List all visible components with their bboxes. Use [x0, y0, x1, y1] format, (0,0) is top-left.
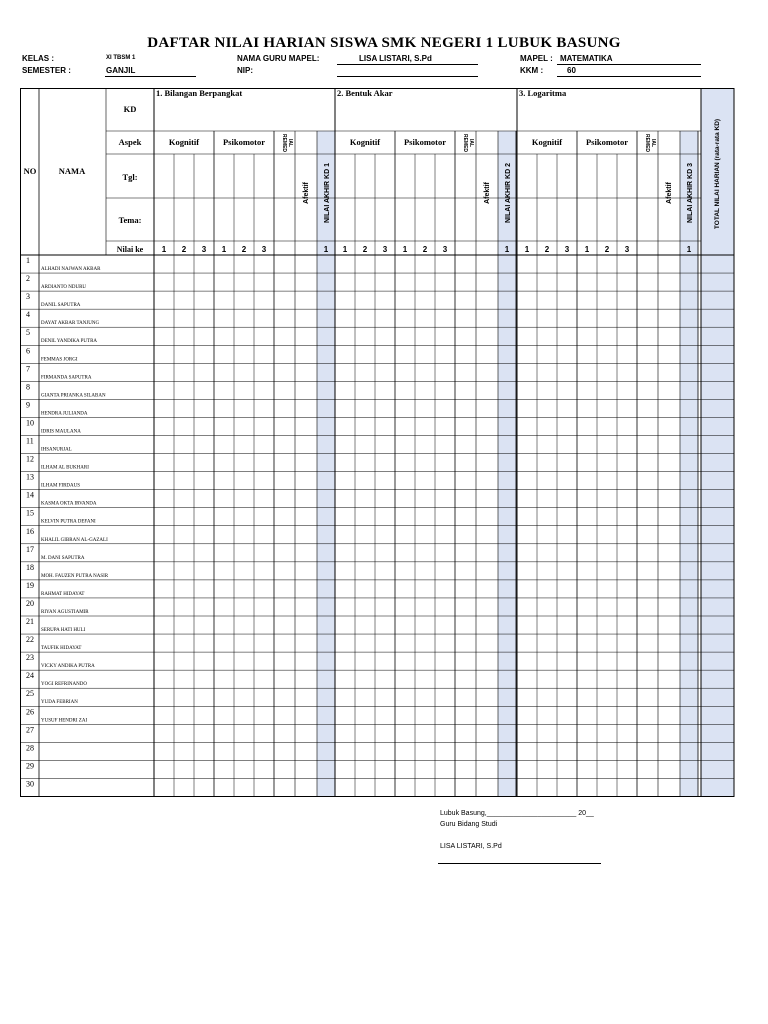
psikomotor-label: Psikomotor	[585, 137, 629, 147]
total-label: TOTAL NILAI HARIAN (rata-rata KD)	[714, 118, 721, 230]
nilai-ke-number: 1	[161, 245, 167, 254]
row-number: 18	[26, 562, 34, 572]
semester-value: GANJIL	[106, 66, 136, 75]
guru-label: NAMA GURU MAPEL:	[237, 54, 320, 63]
row-number: 13	[26, 472, 34, 482]
nilai-ke-number: 1	[504, 245, 510, 254]
semester-label: SEMESTER :	[22, 66, 71, 75]
mapel-value: MATEMATIKA	[560, 54, 613, 63]
remedial-label: REMED	[644, 133, 650, 153]
student-name: IDRIS MAULANA	[41, 429, 81, 435]
nilai-ke-number: 1	[686, 245, 692, 254]
row-number: 7	[26, 364, 30, 374]
kkm-field	[557, 65, 701, 77]
student-name: MOH. FAUZEN PUTRA NASIR	[41, 573, 109, 579]
kkm-value: 60	[567, 66, 576, 75]
nilai-ke-label: Nilai ke	[116, 245, 144, 254]
nilai-ke-number: 2	[422, 245, 428, 254]
student-name: FIRMANDA SAPUTRA	[41, 375, 92, 381]
row-number: 25	[26, 689, 34, 699]
student-name: IHSANURJAL	[41, 447, 72, 453]
grade-table-grid	[20, 88, 736, 800]
nilai-ke-number: 3	[382, 245, 388, 254]
row-number: 17	[26, 544, 34, 554]
row-number: 22	[26, 635, 34, 645]
remedial-label: REMED	[462, 133, 468, 153]
kelas-label: KELAS :	[22, 54, 54, 63]
row-number: 28	[26, 743, 34, 753]
row-number: 6	[26, 346, 30, 356]
student-name: ARDIANTO NDURU	[41, 285, 87, 291]
nilai-akhir-label: NILAI AKHIR KD 1	[324, 162, 331, 224]
nilai-ke-number: 2	[362, 245, 368, 254]
nilai-ke-number: 3	[564, 245, 570, 254]
kd-label: KD	[123, 104, 137, 114]
row-number: 10	[26, 418, 34, 428]
student-name: KHALIL GIBRAN AL-GAZALI	[41, 537, 108, 543]
student-name: M. DANI SAPUTRA	[41, 555, 85, 561]
row-number: 21	[26, 617, 34, 626]
kognitif-label: Kognitif	[349, 137, 381, 147]
afektif-label: Afektif	[666, 182, 673, 204]
student-name: TAUFIK HIDAYAT	[41, 646, 82, 652]
signature-name: LISA LISTARI, S.Pd	[440, 843, 502, 850]
student-name: HENDRA JULIANDA	[41, 411, 88, 417]
student-name: ILHAM FIRDAUS	[41, 483, 81, 489]
row-number: 8	[26, 382, 30, 392]
signature-place-date: Lubuk Basung,_______________________ 20__	[440, 810, 594, 817]
student-name: KASMA OKTA IRVANDA	[41, 501, 97, 507]
kkm-label: KKM :	[520, 66, 544, 75]
row-number: 3	[26, 292, 30, 302]
student-name: ALHADI NAJWAN AKBAR	[41, 267, 101, 272]
row-number: 20	[26, 598, 34, 608]
nilai-ke-number: 3	[261, 245, 267, 254]
nilai-ke-number: 2	[604, 245, 610, 254]
row-number: 29	[26, 761, 34, 771]
student-name: YUDA FEBRIAN	[41, 700, 78, 706]
row-number: 24	[26, 671, 34, 681]
tgl-label: Tgl:	[122, 172, 138, 182]
row-number: 1	[26, 256, 30, 265]
kd-title: 1. Bilangan Berpangkat	[156, 88, 243, 98]
row-number: 4	[26, 310, 30, 320]
student-name: RIYAN AGUSTIAMIR	[41, 609, 89, 615]
row-number: 2	[26, 274, 30, 284]
guru-value: LISA LISTARI, S.Pd	[359, 54, 432, 63]
student-name: DANIL SAPUTRA	[41, 303, 81, 309]
kognitif-label: Kognitif	[168, 137, 200, 147]
nilai-ke-number: 1	[323, 245, 329, 254]
nilai-ke-number: 2	[181, 245, 187, 254]
row-number: 5	[26, 328, 30, 338]
nilai-ke-number: 2	[241, 245, 247, 254]
student-name: FEMMAS JORGI	[41, 357, 78, 363]
no-header: NO	[23, 166, 37, 176]
row-number: 27	[26, 725, 34, 735]
remedial-label: IAL	[650, 138, 656, 148]
student-name: YOGI REFRINANDO	[41, 682, 87, 688]
row-number: 16	[26, 526, 34, 536]
mapel-field	[557, 53, 701, 65]
nilai-akhir-highlight	[498, 131, 516, 797]
nilai-ke-number: 1	[584, 245, 590, 254]
afektif-label: Afektif	[303, 182, 310, 204]
signature-line	[438, 863, 601, 864]
row-number: 19	[26, 580, 34, 590]
table-border	[21, 89, 735, 797]
page-title: DAFTAR NILAI HARIAN SISWA SMK NEGERI 1 LUBUK BASUNG	[147, 35, 621, 51]
remedial-label: IAL	[287, 138, 293, 148]
nip-label: NIP:	[237, 66, 253, 75]
nilai-ke-number: 1	[221, 245, 227, 254]
student-name: VICKY ANDIKA PUTRA	[41, 664, 95, 670]
row-number: 14	[26, 490, 34, 500]
remedial-label: REMED	[281, 133, 287, 153]
semester-field	[105, 65, 196, 77]
nilai-ke-number: 3	[624, 245, 630, 254]
nilai-akhir-label: NILAI AKHIR KD 3	[687, 162, 694, 224]
row-number: 9	[26, 400, 30, 410]
row-number: 26	[26, 707, 34, 717]
nilai-ke-number: 1	[524, 245, 530, 254]
row-number: 23	[26, 653, 34, 663]
kd-title: 2. Bentuk Akar	[337, 88, 393, 98]
nilai-ke-number: 3	[442, 245, 448, 254]
nilai-akhir-label: NILAI AKHIR KD 2	[505, 162, 512, 224]
row-number: 15	[26, 508, 34, 518]
nip-field	[337, 65, 478, 77]
psikomotor-label: Psikomotor	[222, 137, 266, 147]
nilai-akhir-highlight	[317, 131, 335, 797]
kelas-value: XI TBSM 1	[106, 55, 136, 61]
row-number: 12	[26, 454, 34, 464]
student-name: RAHMAT HIDAYAT	[41, 591, 85, 597]
guru-field	[337, 53, 478, 65]
tema-label: Tema:	[118, 215, 142, 225]
nilai-akhir-highlight	[680, 131, 698, 797]
psikomotor-label: Psikomotor	[403, 137, 447, 147]
student-name: KELVIN PUTRA DEFANI	[41, 519, 96, 525]
student-name: DAYAT AKBAR TANJUNG	[41, 321, 100, 327]
student-name: SERUPA HATI HULI	[41, 628, 86, 633]
student-name: ILHAM AL BUKHARI	[41, 465, 89, 471]
row-number: 30	[26, 779, 34, 789]
nilai-ke-number: 1	[342, 245, 348, 254]
row-number: 11	[26, 436, 34, 446]
signature-role: Guru Bidang Studi	[440, 821, 498, 828]
student-name: DENIL YANDIKA PUTRA	[41, 339, 98, 345]
student-name: YUSUF HENDRI ZAI	[41, 718, 88, 724]
kognitif-label: Kognitif	[531, 137, 563, 147]
nilai-ke-number: 2	[544, 245, 550, 254]
mapel-label: MAPEL :	[520, 54, 553, 63]
student-name: GIANTA PRIANKA SILABAN	[41, 393, 106, 399]
afektif-label: Afektif	[484, 182, 491, 204]
kd-title: 3. Logaritma	[519, 88, 567, 98]
nilai-ke-number: 1	[402, 245, 408, 254]
aspek-label: Aspek	[118, 137, 142, 147]
nilai-ke-number: 3	[201, 245, 207, 254]
grade-table	[20, 88, 736, 800]
nama-header: NAMA	[58, 166, 86, 176]
remedial-label: IAL	[468, 138, 474, 148]
